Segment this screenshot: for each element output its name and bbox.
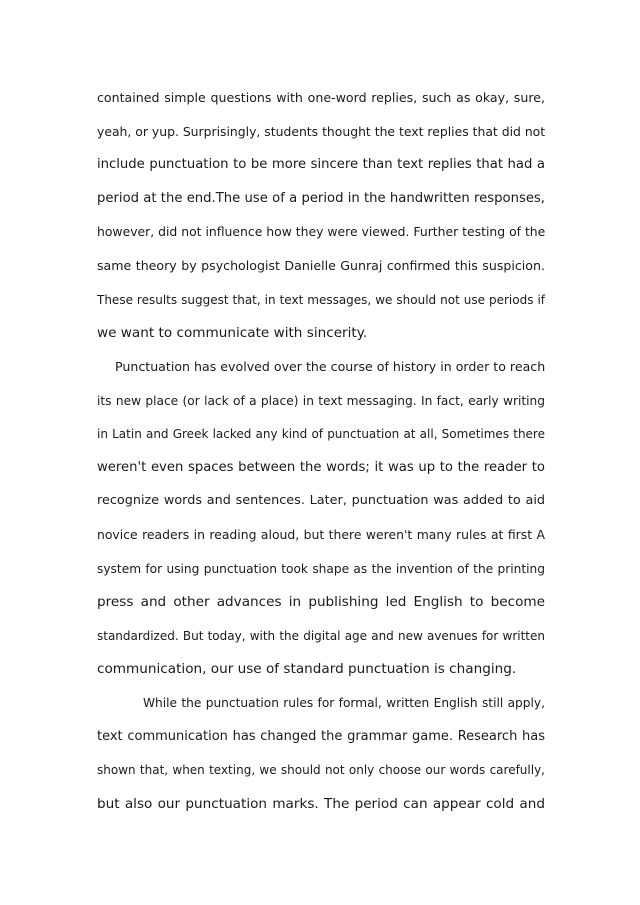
text-line: shown that, when texting, we should not only choose our words carefully, <box>97 763 545 777</box>
text-line: novice readers in reading aloud, but there weren't many rules at first A <box>97 527 545 542</box>
text-line: recognize words and sentences. Later, punctuation was added to aid <box>97 493 545 508</box>
text-line: standardized. But today, with the digital age and new avenues for written <box>97 629 545 643</box>
text-line: however, did not influence how they were viewed. Further testing of the <box>97 224 546 239</box>
text-line: system for using punctuation took shape as the invention of the printing <box>97 562 545 576</box>
text-line: communication, our use of standard punctuation is changing. <box>97 661 517 677</box>
text-line: in Latin and Greek lacked any kind of punctuation at all, Sometimes there <box>97 427 545 441</box>
text-line: weren't even spaces between the words; it was up to the reader to <box>97 460 545 475</box>
text-line: yeah, or yup. Surprisingly, students thought the text replies that did not <box>97 124 546 139</box>
text-line: contained simple questions with one-word replies, such as okay, sure, <box>97 90 545 105</box>
text-line: While the punctuation rules for formal, written English still apply, <box>143 696 545 710</box>
text-line: text communication has changed the grammar game. Research has <box>97 729 545 744</box>
text-line: but also our punctuation marks. The period can appear cold and <box>97 796 545 812</box>
text-line: These results suggest that, in text messages, we should not use periods if <box>97 293 545 307</box>
text-line: its new place (or lack of a place) in text messaging. In fact, early writing <box>97 394 545 408</box>
text-line: same theory by psychologist Danielle Gunraj confirmed this suspicion. <box>97 258 545 273</box>
text-line: Punctuation has evolved over the course of history in order to reach <box>115 359 546 374</box>
text-line: we want to communicate with sincerity. <box>97 325 368 341</box>
text-line: include punctuation to be more sincere than text replies that had a <box>97 157 545 172</box>
text-line: press and other advances in publishing led English to become <box>97 594 545 610</box>
text-line: period at the end.The use of a period in the handwritten responses, <box>97 191 545 206</box>
